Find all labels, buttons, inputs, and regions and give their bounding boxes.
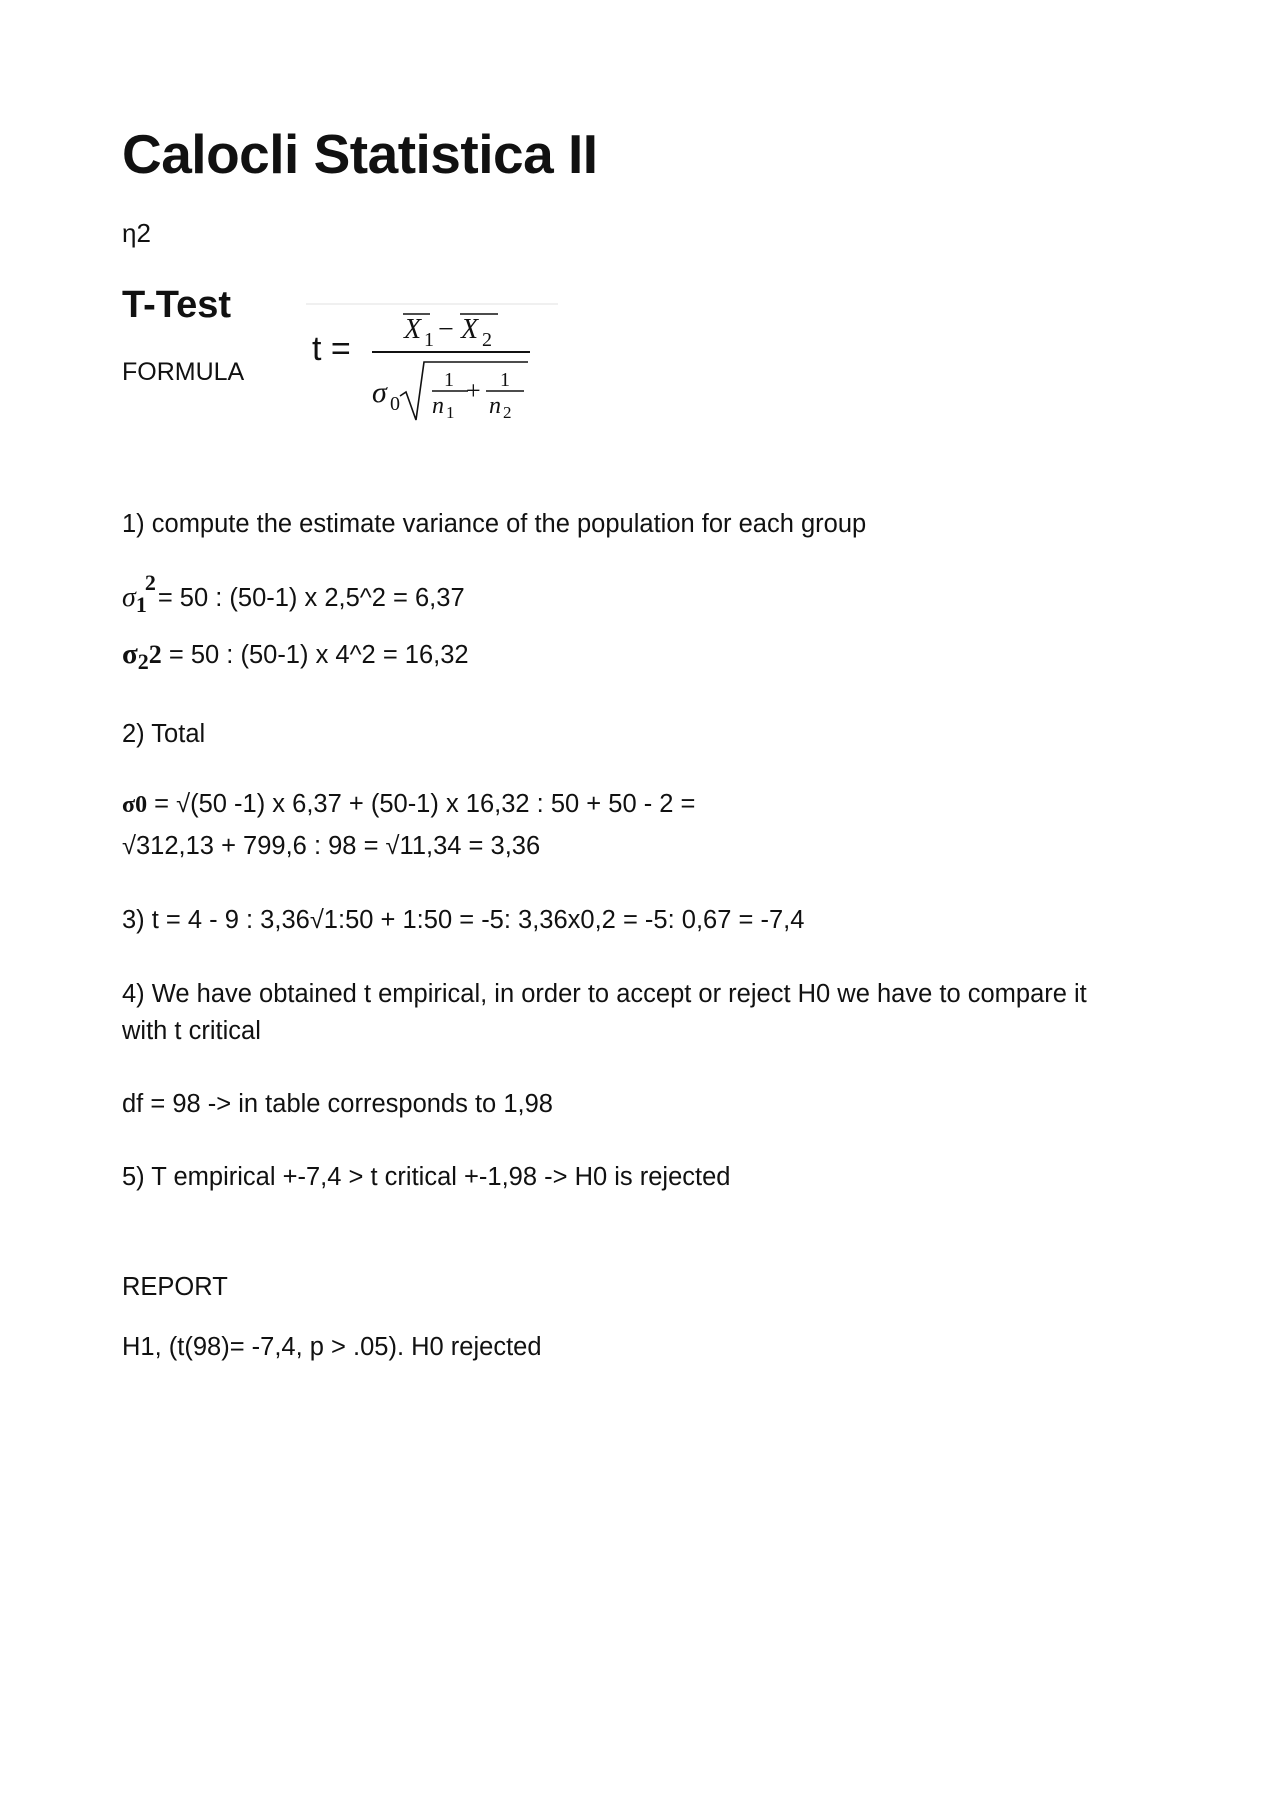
sigma0-symbol: σ	[122, 792, 136, 818]
sigma0-sub: 0	[135, 792, 148, 818]
sigma2-line	[122, 638, 469, 674]
step-5-text: 5) T empirical +-7,4 > t critical +-1,98 -> H0 is rejected	[122, 1163, 731, 1191]
numerator-x1: X	[404, 314, 422, 345]
numerator-sub1: 1	[424, 329, 434, 351]
fraction-plus: +	[466, 376, 481, 405]
sigma0-line-2: √312,13 + 799,6 : 98 = √11,34 = 3,36	[122, 832, 541, 860]
eta-squared-label: η2	[122, 218, 151, 248]
step-4-text-line-1: 4) We have obtained t empirical, in order to accept or reject H0 we have to compare it	[122, 980, 1087, 1008]
numerator-sub2: 2	[482, 329, 492, 351]
step-3-text: 3) t = 4 - 9 : 3,36√1:50 + 1:50 = -5: 3,36x0,2 = -5: 0,67 = -7,4	[122, 906, 805, 934]
page-title: Calocli Statistica II	[122, 123, 598, 185]
sigma1-line	[122, 570, 465, 617]
report-text: H1, (t(98)= -7,4, p > .05). H0 rejected	[122, 1333, 542, 1361]
sigma1-sup: 2	[144, 570, 156, 595]
sigma2-expression: = 50 : (50-1) x 4^2 = 16,32	[161, 641, 469, 669]
sigma2-sub: 2	[137, 649, 149, 674]
sigma1-symbol: σ	[122, 582, 136, 613]
step-1-text: 1) compute the estimate variance of the population for each group	[122, 510, 867, 538]
sigma2-exponent: 2	[148, 640, 162, 669]
sigma0-line-1	[122, 790, 695, 819]
fraction-one-a: 1	[444, 369, 454, 391]
denominator-sigma-sub: 0	[390, 393, 400, 415]
fraction-one-b: 1	[500, 369, 510, 391]
fraction-n2: n	[489, 393, 501, 419]
step-4-text-line-2: with t critical	[122, 1017, 261, 1045]
fraction-n1: n	[432, 393, 444, 419]
formula-label: FORMULA	[122, 358, 245, 386]
sigma1-expression: = 50 : (50-1) x 2,5^2 = 6,37	[157, 584, 465, 612]
sigma2-symbol: σ	[122, 638, 138, 670]
numerator-minus: −	[438, 314, 454, 345]
t-test-formula	[300, 300, 570, 430]
step-2-text: 2) Total	[122, 720, 206, 748]
denominator-sigma: σ	[372, 376, 387, 409]
sigma1-sub: 1	[135, 592, 147, 617]
df-text: df = 98 -> in table corresponds to 1,98	[122, 1090, 553, 1118]
formula-lhs: t =	[312, 330, 351, 368]
sigma0-expression-1: = √(50 -1) x 6,37 + (50-1) x 16,32 : 50 + 50 - 2 =	[147, 790, 696, 818]
section-heading: T-Test	[122, 284, 232, 326]
fraction-n1-sub: 1	[446, 403, 455, 422]
fraction-n2-sub: 2	[503, 403, 512, 422]
report-label: REPORT	[122, 1273, 228, 1301]
numerator-x2: X	[461, 314, 479, 345]
